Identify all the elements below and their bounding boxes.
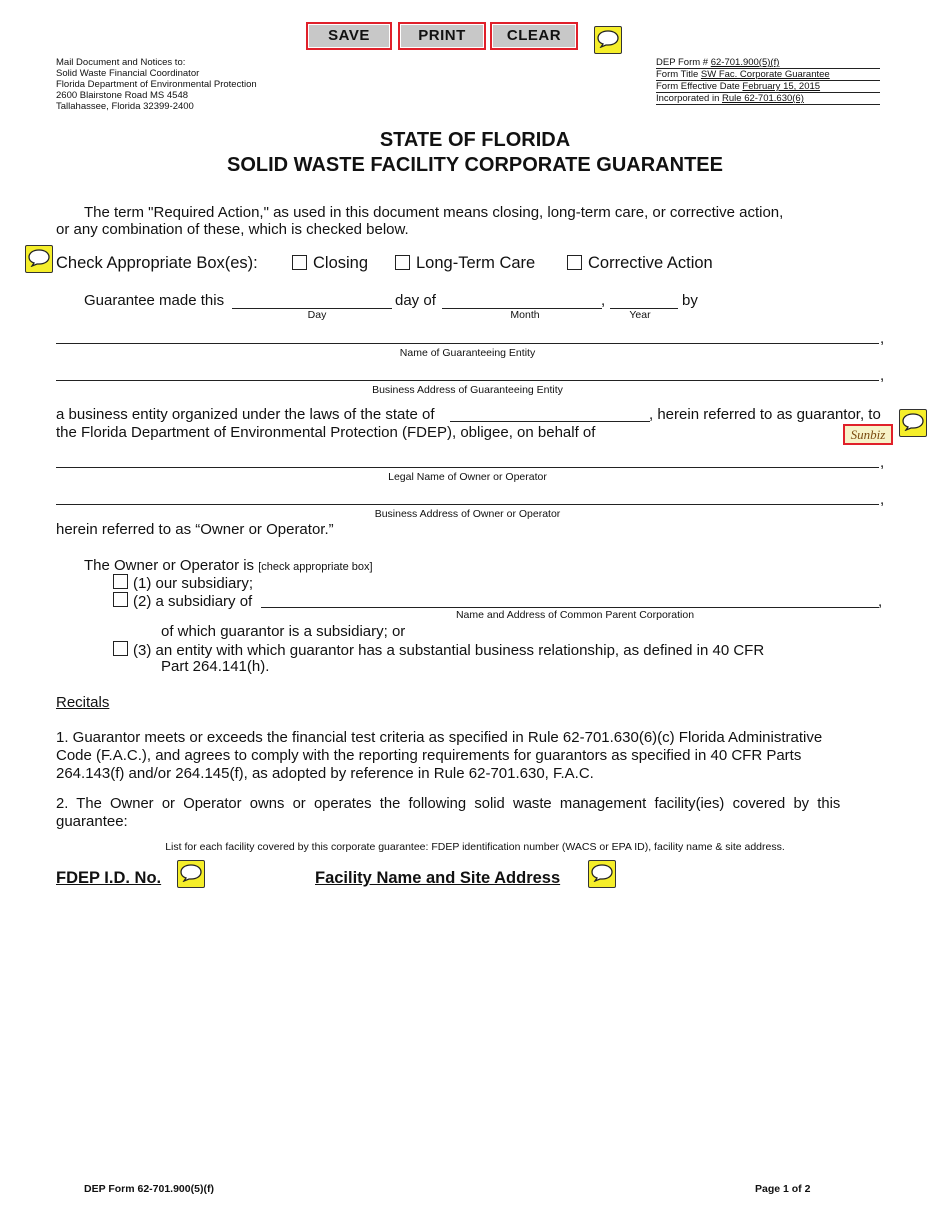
facility-entry-area[interactable]: [56, 895, 880, 1165]
option-2[interactable]: [113, 592, 252, 610]
closing-checkbox[interactable]: [292, 255, 307, 270]
long-term-care-checkbox[interactable]: [395, 255, 410, 270]
owner-is-label: The Owner or Operator is: [84, 557, 255, 574]
business-line-2: the Florida Department of Environmental Protection (FDEP), obligee, on behalf of: [56, 424, 596, 441]
closing-label: Closing: [313, 254, 369, 272]
mail-line: Mail Document and Notices to:: [56, 57, 186, 68]
day-caption: Day: [307, 309, 327, 321]
entity-name-caption: Name of Guaranteeing Entity: [399, 347, 536, 359]
month-caption: Month: [510, 309, 540, 321]
parent-corporation-caption: Name and Address of Common Parent Corporation: [455, 609, 695, 621]
fdep-id-header: FDEP I.D. No.: [56, 869, 162, 887]
recital-line: 1. Guarantor meets or exceeds the financial test criteria as specified in Rule 62-701.630(6)(c) Florida Administrative: [56, 729, 823, 746]
option-2-label: (2) a subsidiary of: [133, 593, 253, 610]
corrective-action-option[interactable]: [567, 254, 713, 273]
day-of-label: day of: [395, 292, 436, 309]
long-term-care-label: Long-Term Care: [416, 254, 536, 272]
comment-note-icon[interactable]: [25, 245, 53, 273]
long-term-care-option[interactable]: [395, 254, 535, 273]
title-line-1: STATE OF FLORIDA: [379, 129, 571, 151]
owner-is-hint: [check appropriate box]: [258, 561, 373, 573]
form-date-value: February 15, 2015: [742, 81, 821, 92]
comma: ,: [880, 491, 885, 508]
comma: ,: [880, 330, 885, 347]
state-field[interactable]: [450, 421, 650, 422]
comment-note-icon[interactable]: [594, 26, 622, 54]
business-line-1a: a business entity organized under the laws of the state of: [56, 406, 435, 423]
print-button[interactable]: PRINT: [398, 22, 486, 50]
owner-name-field[interactable]: [56, 467, 879, 468]
recital-line: 264.143(f) and/or 264.145(f), as adopted by reference in Rule 62-701.630, F.A.C.: [56, 765, 594, 782]
recital-2: [56, 795, 894, 831]
mail-line: Florida Department of Environmental Protection: [56, 79, 257, 90]
comma: ,: [601, 292, 606, 309]
option-1[interactable]: [113, 574, 253, 592]
mail-address-block: [56, 57, 257, 112]
form-info-block: [656, 57, 880, 105]
parent-corporation-field[interactable]: [261, 607, 879, 608]
footer-form-number: DEP Form 62-701.900(5)(f): [84, 1183, 214, 1195]
business-line-1b: , herein referred to as guarantor, to: [649, 406, 881, 423]
comma: ,: [880, 454, 885, 471]
option-1-label: (1) our subsidiary;: [133, 575, 254, 592]
sunbiz-link-button[interactable]: Sunbiz: [843, 424, 893, 445]
form-date-label: Form Effective Date: [656, 81, 740, 92]
closing-option[interactable]: [292, 254, 368, 273]
form-rule-label: Incorporated in: [656, 93, 720, 104]
clear-button[interactable]: CLEAR: [490, 22, 578, 50]
entity-address-caption: Business Address of Guaranteeing Entity: [372, 384, 563, 396]
recital-1: [56, 729, 822, 783]
form-number-label: DEP Form #: [656, 57, 709, 68]
form-title-value: SW Fac. Corporate Guarantee: [700, 69, 830, 80]
owner-address-caption: Business Address of Owner or Operator: [374, 508, 561, 520]
option-3-checkbox[interactable]: [113, 641, 128, 656]
corrective-action-label: Corrective Action: [588, 254, 713, 272]
comment-note-icon[interactable]: [899, 409, 927, 437]
by-label: by: [682, 292, 698, 309]
form-title-label: Form Title: [656, 69, 699, 80]
owner-reference: herein referred to as “Owner or Operator.”: [56, 521, 334, 538]
option-1-checkbox[interactable]: [113, 574, 128, 589]
owner-name-caption: Legal Name of Owner or Operator: [388, 471, 547, 483]
facility-instructions: List for each facility covered by this corporate guarantee: FDEP identification number (WACS or EPA ID), facility name & site address.: [165, 841, 785, 853]
recital-line: Code (F.A.C.), and agrees to comply with the reporting requirements for guarantors as specified in 40 CFR Parts: [56, 747, 802, 764]
comment-note-icon[interactable]: [588, 860, 616, 888]
year-caption: Year: [629, 309, 651, 321]
mail-line: Tallahassee, Florida 32399-2400: [56, 101, 194, 112]
entity-name-field[interactable]: [56, 343, 879, 344]
check-label: Check Appropriate Box(es):: [56, 254, 258, 272]
recitals-heading: Recitals: [56, 694, 110, 711]
comma: ,: [878, 593, 883, 610]
entity-address-field[interactable]: [56, 380, 879, 381]
mail-line: Solid Waste Financial Coordinator: [56, 68, 200, 79]
option-3-continued: Part 264.141(h).: [161, 658, 270, 675]
mail-line: 2600 Blairstone Road MS 4548: [56, 90, 189, 101]
option-3[interactable]: [113, 641, 764, 659]
comment-note-icon[interactable]: [177, 860, 205, 888]
recital-line: guarantee:: [56, 813, 128, 830]
save-button[interactable]: SAVE: [306, 22, 392, 50]
form-number-value: 62-701.900(5)(f): [710, 57, 780, 68]
intro-line: or any combination of these, which is checked below.: [56, 221, 409, 238]
title-line-2: SOLID WASTE FACILITY CORPORATE GUARANTEE: [227, 154, 723, 176]
option-3-label: (3) an entity with which guarantor has a substantial business relationship, as defined in 40 CFR: [133, 642, 765, 659]
comma: ,: [880, 367, 885, 384]
form-rule-value: Rule 62-701.630(6): [722, 93, 804, 104]
corrective-action-checkbox[interactable]: [567, 255, 582, 270]
page-title: [0, 128, 950, 178]
guarantee-made-label: Guarantee made this: [84, 292, 225, 309]
owner-is-line: [84, 557, 373, 574]
intro-paragraph: [56, 204, 783, 238]
option-2-continued: of which guarantor is a subsidiary; or: [161, 623, 406, 640]
option-2-checkbox[interactable]: [113, 592, 128, 607]
recital-line: 2. The Owner or Operator owns or operates the following solid waste management facility(ies) covered by this: [56, 796, 841, 812]
footer-page-number: Page 1 of 2: [755, 1183, 811, 1195]
facility-name-header: Facility Name and Site Address: [315, 869, 561, 887]
owner-address-field[interactable]: [56, 504, 879, 505]
intro-line: The term "Required Action," as used in this document means closing, long-term care, or corrective action,: [84, 204, 784, 221]
